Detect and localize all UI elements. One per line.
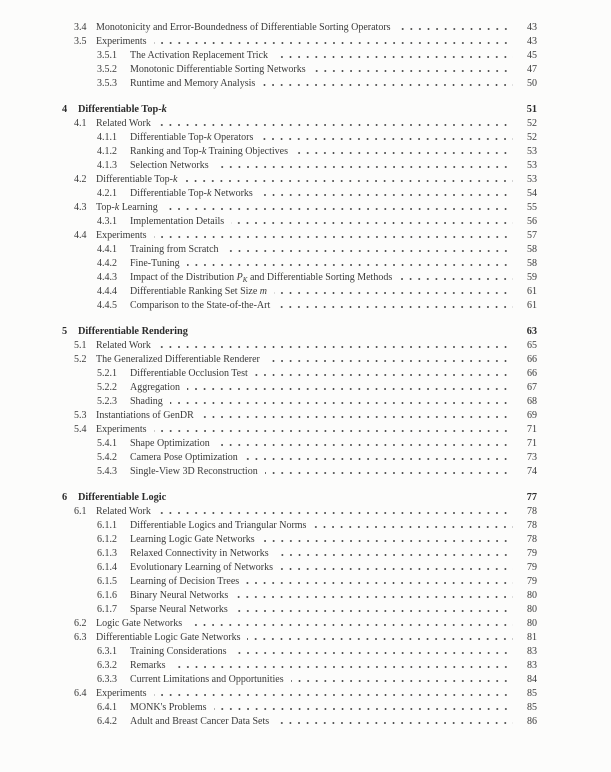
toc-section-entry bbox=[62, 117, 537, 131]
toc-page-number: 78 bbox=[527, 506, 537, 517]
toc-subsection-entry bbox=[62, 603, 537, 617]
toc-section-entry bbox=[62, 617, 537, 631]
toc-page-number: 79 bbox=[527, 562, 537, 573]
dot-leader bbox=[295, 152, 513, 154]
toc-entry-number: 6.1.7 bbox=[97, 604, 117, 615]
toc-entry-title: Remarks bbox=[130, 660, 166, 671]
toc-page-number: 80 bbox=[527, 618, 537, 629]
toc-page-number: 55 bbox=[527, 202, 537, 213]
toc-page-number: 53 bbox=[527, 174, 537, 185]
dot-leader bbox=[154, 236, 513, 238]
toc-group bbox=[62, 103, 537, 313]
toc-page-number: 51 bbox=[526, 104, 537, 115]
dot-leader bbox=[173, 498, 513, 500]
dot-leader bbox=[398, 28, 513, 30]
toc-subsection-entry bbox=[62, 243, 537, 257]
dot-leader bbox=[267, 360, 513, 362]
toc-page-number: 80 bbox=[527, 604, 537, 615]
dot-leader bbox=[262, 540, 513, 542]
toc-page-number: 85 bbox=[527, 702, 537, 713]
dot-leader bbox=[291, 680, 513, 682]
toc-entry-number: 4.4.5 bbox=[97, 300, 117, 311]
toc-entry-number: 3.5.1 bbox=[97, 50, 117, 61]
dot-leader bbox=[184, 180, 513, 182]
toc-entry-number: 5.1 bbox=[74, 340, 87, 351]
toc-chapter-entry bbox=[62, 103, 537, 117]
toc-subsection-entry bbox=[62, 285, 537, 299]
toc-entry-number: 5.3 bbox=[74, 410, 87, 421]
toc-subsection-entry bbox=[62, 381, 537, 395]
toc-entry-number: 5.2.1 bbox=[97, 368, 117, 379]
dot-leader bbox=[217, 444, 513, 446]
toc-subsection-entry bbox=[62, 367, 537, 381]
toc-entry-number: 5.2 bbox=[74, 354, 87, 365]
toc-subsection-entry bbox=[62, 187, 537, 201]
dot-leader bbox=[189, 624, 513, 626]
toc-page-number: 73 bbox=[527, 452, 537, 463]
toc-page-number: 59 bbox=[527, 272, 537, 283]
toc-entry-number: 4.4.1 bbox=[97, 244, 117, 255]
dot-leader bbox=[187, 388, 513, 390]
toc-page-number: 74 bbox=[527, 466, 537, 477]
toc-subsection-entry bbox=[62, 63, 537, 77]
toc-page-number: 69 bbox=[527, 410, 537, 421]
toc-entry-number: 4.1.1 bbox=[97, 132, 117, 143]
toc-page-number: 58 bbox=[527, 258, 537, 269]
toc-entry-number: 3.5.3 bbox=[97, 78, 117, 89]
toc-entry-number: 4.4.2 bbox=[97, 258, 117, 269]
toc-entry-title: Instantiations of GenDR bbox=[96, 410, 194, 421]
toc-subsection-entry bbox=[62, 451, 537, 465]
toc-entry-number: 4.4.4 bbox=[97, 286, 117, 297]
toc-entry-number: 4 bbox=[62, 104, 68, 115]
toc-section-entry bbox=[62, 631, 537, 645]
toc-subsection-entry bbox=[62, 145, 537, 159]
toc-entry-number: 4.3.1 bbox=[97, 216, 117, 227]
toc-entry-title: Adult and Breast Cancer Data Sets bbox=[130, 716, 270, 727]
toc-entry-title: Shading bbox=[130, 396, 163, 407]
toc-entry-title: Related Work bbox=[96, 118, 151, 129]
toc-entry-title: Related Work bbox=[96, 506, 151, 517]
dot-leader bbox=[274, 292, 513, 294]
toc-entry-title: Runtime and Memory Analysis bbox=[130, 78, 256, 89]
toc-subsection-entry bbox=[62, 701, 537, 715]
toc-subsection-entry bbox=[62, 673, 537, 687]
dot-leader bbox=[277, 306, 513, 308]
toc-subsection-entry bbox=[62, 589, 537, 603]
toc-subsection-entry bbox=[62, 131, 537, 145]
toc-entry-number: 4.2.1 bbox=[97, 188, 117, 199]
toc-entry-title: Binary Neural Networks bbox=[130, 590, 229, 601]
dot-leader bbox=[195, 332, 513, 334]
toc-section-entry bbox=[62, 339, 537, 353]
toc-section-entry bbox=[62, 201, 537, 215]
toc-entry-number: 6.1.4 bbox=[97, 562, 117, 573]
toc-entry-number: 5 bbox=[62, 326, 68, 337]
toc-entry-number: 6.4 bbox=[74, 688, 87, 699]
toc-entry-title: Shape Optimization bbox=[130, 438, 210, 449]
toc-subsection-entry bbox=[62, 49, 537, 63]
toc-entry-title: Evolutionary Learning of Networks bbox=[130, 562, 274, 573]
toc-page-number: 81 bbox=[527, 632, 537, 643]
toc-group bbox=[62, 325, 537, 479]
toc-entry-number: 4.1.3 bbox=[97, 160, 117, 171]
toc-entry-title: Selection Networks bbox=[130, 160, 209, 171]
toc-entry-number: 6.2 bbox=[74, 618, 87, 629]
toc-entry-number: 5.2.3 bbox=[97, 396, 117, 407]
toc-entry-number: 6.1.3 bbox=[97, 548, 117, 559]
dot-leader bbox=[158, 124, 513, 126]
toc-chapter-entry bbox=[62, 325, 537, 339]
toc-entry-title: Sparse Neural Networks bbox=[130, 604, 228, 615]
toc-section-entry bbox=[62, 409, 537, 423]
toc-entry-number: 4.3 bbox=[74, 202, 87, 213]
dot-leader bbox=[173, 666, 513, 668]
toc-page-number: 71 bbox=[527, 438, 537, 449]
toc-entry-number: 6.3 bbox=[74, 632, 87, 643]
toc-page-number: 66 bbox=[527, 368, 537, 379]
toc-subsection-entry bbox=[62, 257, 537, 271]
dot-leader bbox=[276, 722, 513, 724]
toc-entry-number: 4.4 bbox=[74, 230, 87, 241]
toc-entry-title: Implementation Details bbox=[130, 216, 225, 227]
toc-page-number: 50 bbox=[527, 78, 537, 89]
toc-entry-title: Monotonicity and Error-Boundedness of Differentiable Sorting Operators bbox=[96, 22, 391, 33]
toc-entry-title: Comparison to the State-of-the-Art bbox=[130, 300, 271, 311]
toc-group bbox=[62, 21, 537, 91]
toc-section-entry bbox=[62, 353, 537, 367]
toc-page-number: 79 bbox=[527, 548, 537, 559]
toc-subsection-entry bbox=[62, 575, 537, 589]
toc-page-number: 83 bbox=[527, 660, 537, 671]
toc-entry-title: Current Limitations and Opportunities bbox=[130, 674, 284, 685]
toc-entry-number: 5.4.2 bbox=[97, 452, 117, 463]
toc-section-entry bbox=[62, 35, 537, 49]
toc-entry-title: Differentiable Logic Gate Networks bbox=[96, 632, 241, 643]
toc-entry-title: Differentiable Rendering bbox=[78, 326, 188, 337]
dot-leader bbox=[216, 166, 513, 168]
toc-page-number: 52 bbox=[527, 132, 537, 143]
dot-leader bbox=[275, 56, 513, 58]
toc-entry-title: Experiments bbox=[96, 424, 147, 435]
toc-entry-title: Differentiable Ranking Set Size m bbox=[130, 286, 268, 297]
toc-page-number: 58 bbox=[527, 244, 537, 255]
toc-entry-number: 5.4.3 bbox=[97, 466, 117, 477]
dot-leader bbox=[313, 70, 513, 72]
toc-subsection-entry bbox=[62, 519, 537, 533]
toc-entry-title: Differentiable Top-k bbox=[96, 174, 178, 185]
toc-entry-title: Ranking and Top-k Training Objectives bbox=[130, 146, 289, 157]
toc-subsection-entry bbox=[62, 715, 537, 729]
toc-entry-number: 6.4.1 bbox=[97, 702, 117, 713]
toc-section-entry bbox=[62, 21, 537, 35]
toc-chapter-entry bbox=[62, 491, 537, 505]
toc-entry-title: Differentiable Top-k bbox=[78, 104, 167, 115]
toc-page-number: 63 bbox=[526, 326, 537, 337]
toc-entry-number: 3.5 bbox=[74, 36, 87, 47]
toc-entry-title: MONK's Problems bbox=[130, 702, 207, 713]
toc-subsection-entry bbox=[62, 215, 537, 229]
dot-leader bbox=[154, 42, 513, 44]
toc-entry-title: Aggregation bbox=[130, 382, 180, 393]
toc-page-number: 57 bbox=[527, 230, 537, 241]
toc-entry-number: 3.5.2 bbox=[97, 64, 117, 75]
toc-entry-title: Experiments bbox=[96, 36, 147, 47]
dot-leader bbox=[235, 610, 513, 612]
toc-subsection-entry bbox=[62, 465, 537, 479]
toc-page-number: 85 bbox=[527, 688, 537, 699]
dot-leader bbox=[276, 554, 513, 556]
toc-entry-title: Experiments bbox=[96, 230, 147, 241]
toc-entry-number: 6 bbox=[62, 492, 68, 503]
toc-entry-title: Top-k Learning bbox=[96, 202, 158, 213]
dot-leader bbox=[255, 374, 513, 376]
toc-subsection-entry bbox=[62, 547, 537, 561]
toc-entry-number: 4.1 bbox=[74, 118, 87, 129]
toc-entry-title: Fine-Tuning bbox=[130, 258, 180, 269]
toc-subsection-entry bbox=[62, 437, 537, 451]
toc-section-entry bbox=[62, 229, 537, 243]
toc-subsection-entry bbox=[62, 299, 537, 313]
toc-entry-title: Impact of the Distribution $P_K$ and Differentiable Sorting Methods bbox=[130, 272, 393, 284]
toc-page-number: 65 bbox=[527, 340, 537, 351]
toc-entry-title: Differentiable Top-k Operators bbox=[130, 132, 254, 143]
toc-page-number: 53 bbox=[527, 146, 537, 157]
toc-page-number: 47 bbox=[527, 64, 537, 75]
toc-entry-title: Related Work bbox=[96, 340, 151, 351]
toc-page-number: 68 bbox=[527, 396, 537, 407]
toc-entry-number: 6.1.2 bbox=[97, 534, 117, 545]
dot-leader bbox=[165, 208, 513, 210]
toc-entry-number: 4.1.2 bbox=[97, 146, 117, 157]
dot-leader bbox=[246, 582, 513, 584]
toc-entry-number: 5.4.1 bbox=[97, 438, 117, 449]
dot-leader bbox=[265, 472, 513, 474]
toc-page-number: 61 bbox=[527, 286, 537, 297]
toc-entry-title: Differentiable Logics and Triangular Norms bbox=[130, 520, 307, 531]
dot-leader bbox=[260, 194, 513, 196]
toc-entry-number: 6.4.2 bbox=[97, 716, 117, 727]
toc-subsection-entry bbox=[62, 533, 537, 547]
dot-leader bbox=[247, 638, 513, 640]
toc-page-number: 61 bbox=[527, 300, 537, 311]
dot-leader bbox=[231, 222, 513, 224]
toc-page-number: 86 bbox=[527, 716, 537, 727]
toc-section-entry bbox=[62, 505, 537, 519]
toc-subsection-entry bbox=[62, 159, 537, 173]
toc-page-number: 43 bbox=[527, 22, 537, 33]
dot-leader bbox=[158, 346, 513, 348]
toc-page-number: 45 bbox=[527, 50, 537, 61]
toc-entry-title: Monotonic Differentiable Sorting Networks bbox=[130, 64, 306, 75]
toc-entry-title: The Activation Replacement Trick bbox=[130, 50, 269, 61]
toc-page-number: 83 bbox=[527, 646, 537, 657]
toc-section-entry bbox=[62, 423, 537, 437]
toc-page-number: 43 bbox=[527, 36, 537, 47]
dot-leader bbox=[187, 264, 513, 266]
toc-page-number: 67 bbox=[527, 382, 537, 393]
dot-leader bbox=[158, 512, 513, 514]
toc-entry-title: Training from Scratch bbox=[130, 244, 219, 255]
toc-page-number: 52 bbox=[527, 118, 537, 129]
toc-page-number: 54 bbox=[527, 188, 537, 199]
toc-entry-number: 5.4 bbox=[74, 424, 87, 435]
toc-entry-title: Training Considerations bbox=[130, 646, 227, 657]
toc-subsection-entry bbox=[62, 659, 537, 673]
dot-leader bbox=[154, 694, 513, 696]
toc-subsection-entry bbox=[62, 561, 537, 575]
dot-leader bbox=[262, 84, 513, 86]
dot-leader bbox=[226, 250, 513, 252]
toc-entry-title: Single-View 3D Reconstruction bbox=[130, 466, 258, 477]
toc-entry-number: 6.3.3 bbox=[97, 674, 117, 685]
toc-entry-number: 6.1.1 bbox=[97, 520, 117, 531]
toc-page-number: 71 bbox=[527, 424, 537, 435]
toc-entry-number: 4.2 bbox=[74, 174, 87, 185]
toc-page-number: 77 bbox=[526, 492, 537, 503]
toc-entry-number: 6.3.1 bbox=[97, 646, 117, 657]
dot-leader bbox=[214, 708, 513, 710]
toc-group bbox=[62, 491, 537, 729]
toc-page-number: 78 bbox=[527, 534, 537, 545]
toc-page-number: 79 bbox=[527, 576, 537, 587]
dot-leader bbox=[235, 596, 513, 598]
toc-entry-number: 3.4 bbox=[74, 22, 87, 33]
toc-page-number: 84 bbox=[527, 674, 537, 685]
toc-page-number: 56 bbox=[527, 216, 537, 227]
toc-page-number: 78 bbox=[527, 520, 537, 531]
toc-subsection-entry bbox=[62, 77, 537, 91]
toc-page-number: 53 bbox=[527, 160, 537, 171]
toc-subsection-entry bbox=[62, 395, 537, 409]
toc-entry-number: 6.1.6 bbox=[97, 590, 117, 601]
dot-leader bbox=[170, 402, 513, 404]
dot-leader bbox=[201, 416, 513, 418]
toc-entry-title: Learning Logic Gate Networks bbox=[130, 534, 255, 545]
dot-leader bbox=[260, 138, 513, 140]
toc-entry-title: Logic Gate Networks bbox=[96, 618, 183, 629]
dot-leader bbox=[399, 278, 513, 280]
toc-page-number: 80 bbox=[527, 590, 537, 601]
toc-entry-number: 4.4.3 bbox=[97, 272, 117, 283]
toc-entry-title: Camera Pose Optimization bbox=[130, 452, 238, 463]
dot-leader bbox=[280, 568, 513, 570]
toc-entry-title: Differentiable Logic bbox=[78, 492, 167, 503]
table-of-contents bbox=[62, 21, 537, 729]
toc-entry-number: 6.1.5 bbox=[97, 576, 117, 587]
toc-page-number: 66 bbox=[527, 354, 537, 365]
toc-subsection-entry bbox=[62, 271, 537, 285]
toc-entry-title: Differentiable Top-k Networks bbox=[130, 188, 253, 199]
toc-section-entry bbox=[62, 173, 537, 187]
dot-leader bbox=[174, 110, 513, 112]
toc-entry-number: 5.2.2 bbox=[97, 382, 117, 393]
toc-entry-title: The Generalized Differentiable Renderer bbox=[96, 354, 260, 365]
toc-section-entry bbox=[62, 687, 537, 701]
toc-entry-title: Differentiable Occlusion Test bbox=[130, 368, 248, 379]
toc-subsection-entry bbox=[62, 645, 537, 659]
toc-entry-number: 6.3.2 bbox=[97, 660, 117, 671]
toc-entry-title: Learning of Decision Trees bbox=[130, 576, 240, 587]
dot-leader bbox=[234, 652, 513, 654]
dot-leader bbox=[154, 430, 513, 432]
toc-entry-number: 6.1 bbox=[74, 506, 87, 517]
toc-entry-title: Relaxed Connectivity in Networks bbox=[130, 548, 269, 559]
dot-leader bbox=[313, 526, 513, 528]
toc-entry-title: Experiments bbox=[96, 688, 147, 699]
dot-leader bbox=[245, 458, 513, 460]
